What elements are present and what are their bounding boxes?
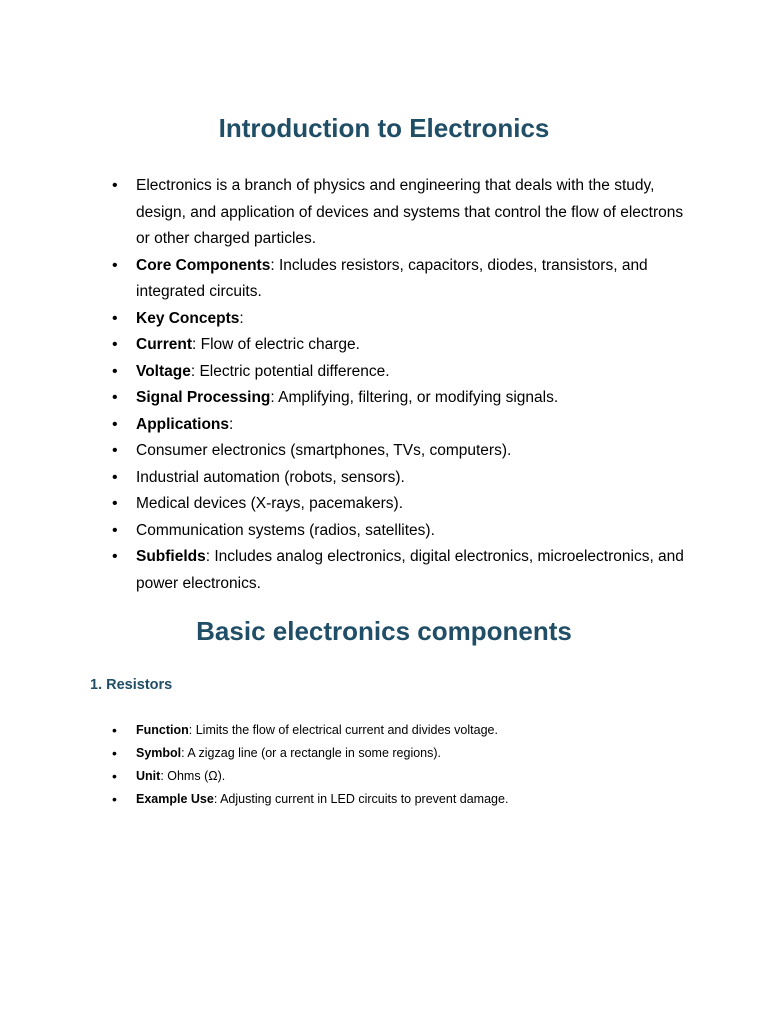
list-item: • Subfields: Includes analog electronics, digital electronics, microelectronics, and power electronics.: [110, 544, 690, 597]
list-item: • Function: Limits the flow of electrical current and divides voltage.: [110, 719, 690, 742]
section-title: Basic electronics components: [196, 616, 572, 646]
intro-list: [110, 173, 690, 597]
list-item: • Communication systems (radios, satellites).: [110, 518, 690, 545]
subsection-title: 1. Resistors: [90, 677, 173, 693]
list-item: • Electronics is a branch of physics and engineering that deals with the study, design, and application of devices and systems that control the flow of electrons or other charged particles.: [110, 173, 690, 253]
list-item: • Core Components: Includes resistors, capacitors, diodes, transistors, and integrated circuits.: [110, 253, 690, 306]
list-item: • Applications:: [110, 412, 690, 439]
list-item: • Example Use: Adjusting current in LED circuits to prevent damage.: [110, 788, 690, 811]
list-item: • Signal Processing: Amplifying, filtering, or modifying signals.: [110, 385, 690, 412]
list-item: • Voltage: Electric potential difference.: [110, 359, 690, 386]
list-item: • Industrial automation (robots, sensors).: [110, 465, 690, 492]
resistor-list: [110, 719, 690, 811]
page-title: Introduction to Electronics: [218, 113, 550, 143]
list-item: • Unit: Ohms (Ω).: [110, 765, 690, 788]
list-item: • Consumer electronics (smartphones, TVs, computers).: [110, 438, 690, 465]
list-item: • Symbol: A zigzag line (or a rectangle in some regions).: [110, 742, 690, 765]
list-item: • Current: Flow of electric charge.: [110, 332, 690, 359]
list-item: • Medical devices (X-rays, pacemakers).: [110, 491, 690, 518]
list-item: • Key Concepts:: [110, 306, 690, 333]
